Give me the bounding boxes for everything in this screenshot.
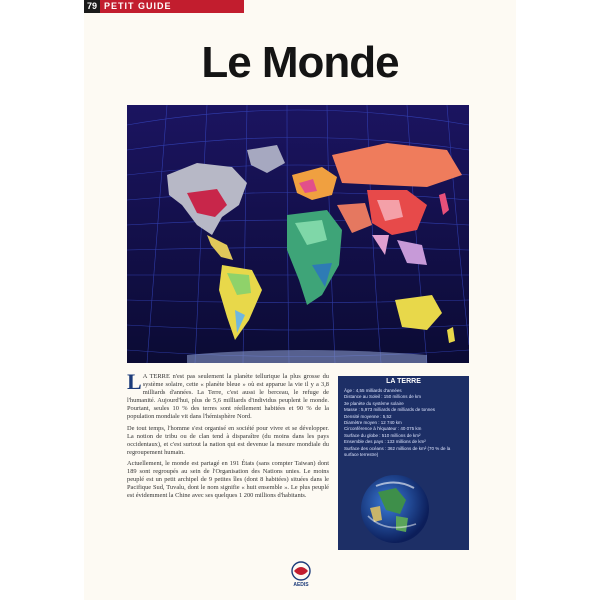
- fact-item: Distance au Soleil : 150 millions de km: [344, 394, 422, 400]
- fact-item: Surface des océans : 362 millions de km² (70 % de la surface terrestre): [344, 445, 451, 458]
- fact-box-title: LA TERRE: [386, 378, 421, 385]
- fact-list: [344, 388, 466, 458]
- fact-item: Surface du globe : 510 millions de km²: [344, 432, 421, 438]
- series-number: 79: [84, 0, 100, 13]
- article-paragraph-3: Actuellement, le monde est partagé en 191 États (sans compter Taiwan) dont 189 sont regroupés au sein de l'Organisation des Nations unies. Le moins peuplé est un petit archipel de 9 petites îles (dont 8 habitées) situées dans le Pacifique Sud, Tuvalu, dont le nom signifie « huit ensemble ». Le plus peuplé est évidemment la Chine avec ses quelques 1 200 millions d'habitants.: [127, 459, 329, 500]
- fact-item: Circonférence à l'équateur : 40 075 km: [344, 426, 422, 432]
- fact-item: Masse : 5,973 milliards de milliards de tonnes: [344, 407, 436, 413]
- drop-cap: L: [127, 369, 142, 394]
- fact-item: Âge : 4,55 milliards d'années: [344, 388, 402, 393]
- fact-item: Ensemble des pays : 133 millions de km²: [344, 439, 426, 445]
- page-title: Le Monde: [201, 38, 399, 87]
- publisher-name: AEDIS: [293, 582, 309, 588]
- earth-globe-image: [356, 472, 434, 546]
- article-paragraph-2: De tout temps, l'homme s'est organisé en société pour vivre et se développer. La notion de tribu ou de clan tend à disparaître (du moins dans les pays occidentaux), et c'est surtout la nation qui est devenue la mesure mondiale du regroupement humain.: [127, 424, 329, 456]
- article-paragraph-1: L A TERRE n'est pas seulement la planète tellurique la plus grosse du système solaire, cette « planète bleue » où est apparue la vie il y a 3,8 milliards d'années. La Terre, c'est aussi le berceau, le refuge de l'humanité. Aujourd'hui, plus de 5,6 milliards d'individus peuplent le monde. Pourtant, seules 10 % des terres sont réellement habitées et 90 % de la population mondiale vit dans l'hémisphère Nord.: [127, 369, 329, 421]
- series-label: PETIT GUIDE: [104, 1, 172, 11]
- fact-item: Densité moyenne : 5,52: [344, 413, 392, 419]
- article-body: [127, 369, 329, 503]
- world-map-illustration: [127, 105, 469, 363]
- fact-item: 3e planète du système solaire: [344, 400, 404, 406]
- fact-item: Diamètre moyen : 12 740 km: [344, 420, 402, 426]
